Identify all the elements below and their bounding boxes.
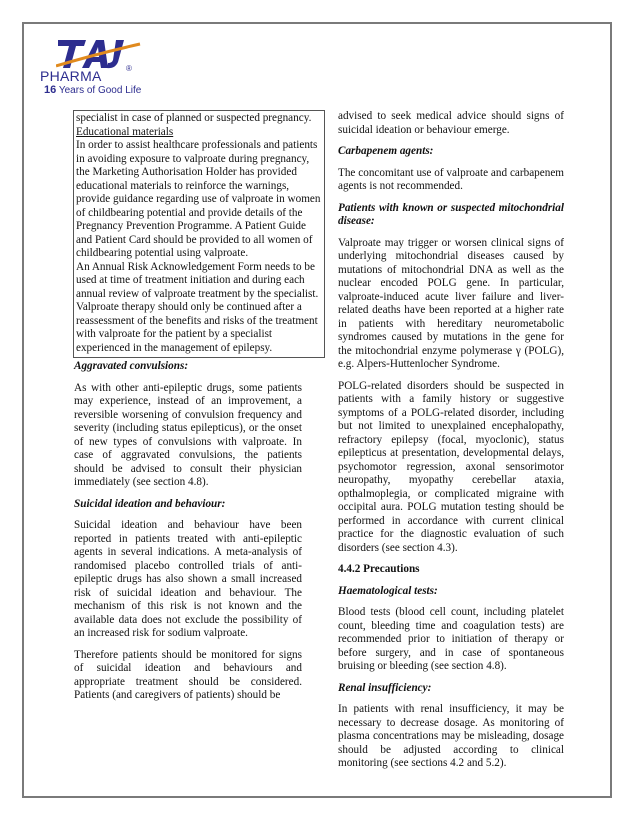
logo-tagline — [44, 84, 141, 96]
tagline-text: Years of Good Life — [58, 85, 142, 96]
paragraph-haematological-tests: Blood tests (blood cell count, including platelet count, bleeding time and coagulation tests) are recommended prior to initiation of therapy or before surgery, and in case of spontaneous bruising or bleeding (see section 4.8). — [338, 606, 564, 672]
paragraph-mitochondrial-1: Valproate may trigger or worsen clinical signs of underlying mitochondrial diseases caused by mutations of mitochondrial DNA as well as the nuclear encoded POLG gene. In particular, valproate-induced acute liver failure and liver-related deaths have been reported at a higher rate in patients with hereditary neurometabolic syndromes caused by mutations in the gene for the mitochondrial enzyme polymerase γ (POLG), e.g. Alpers-Huttenlocher Syndrome. — [338, 236, 564, 370]
heading-aggravated-convulsions: Aggravated convulsions: — [74, 360, 189, 372]
paragraph-renal-insufficiency: In patients with renal insufficiency, it may be necessary to decrease dosage. As monitoring of plasma concentrations may be misleading, dosage should be adjusted according to clinical monitoring (see sections 4.2 and 5.2). — [338, 703, 564, 769]
paragraph-continued: advised to seek medical advice should signs of suicidal ideation or behaviour emerge. — [338, 110, 564, 136]
box-paragraph: Valproate therapy should only be continued after a reassessment of the benefits and risks of the treatment with valproate for the patient by a specialist experienced in the management of epilepsy. — [76, 301, 318, 354]
heading-mitochondrial-disease: Patients with known or suspected mitochondrial disease: — [338, 201, 564, 227]
company-logo — [30, 34, 140, 98]
heading-renal-insufficiency: Renal insufficiency: — [338, 681, 432, 694]
heading-precautions: 4.4.2 Precautions — [338, 563, 420, 575]
right-column — [338, 110, 564, 779]
box-heading-educational: Educational materials — [76, 125, 174, 138]
box-paragraph: An Annual Risk Acknowledgement Form needs to be used at time of treatment initiation and during each annual review of valproate treatment by the specialist. — [76, 260, 319, 300]
box-paragraph: specialist in case of planned or suspected pregnancy. — [76, 112, 312, 124]
box-paragraph: In order to assist healthcare professionals and patients in avoiding exposure to valproate during pregnancy, the Marketing Authorisation Holder has provided educational materials to reinforce the warnings, provide guidance regarding use of valproate in women of childbearing potential and provide details of the Pregnancy Prevention Programme. A Patient Guide and Patient Card should be provided to all women of childbearing potential using valproate. — [76, 139, 321, 259]
paragraph-suicidal-ideation-2: Therefore patients should be monitored for signs of suicidal ideation and behaviours and appropriate treatment should be considered. Patients (and caregivers of patients) should be — [74, 648, 302, 701]
heading-carbapenem: Carbapenem agents: — [338, 145, 434, 157]
logo-pharma-text: PHARMA — [40, 68, 102, 84]
tagline-number: 16 — [44, 84, 57, 96]
heading-suicidal-ideation: Suicidal ideation and behaviour: — [74, 497, 226, 510]
paragraph-mitochondrial-2: POLG-related disorders should be suspected in patients with a family history or suggestive symptoms of a POLG-related disorder, including but not limited to unexplained encephalopathy, refractory epilepsy (focal, myoclonic), status epilepticus at presentation, developmental delays, psychomotor regression, axonal sensorimotor neuropathy, myopathy cerebellar ataxia, opthalmoplegia, or complicated migraine with occipital aura. POLG mutation testing should be performed in accordance with current clinical practice for the diagnostic evaluation of such disorders (see section 4.3). — [338, 379, 564, 554]
paragraph-aggravated-convulsions: As with other anti-epileptic drugs, some patients may experience, instead of an improvement, a reversible worsening of convulsion frequency and severity (including status epilepticus), or the onset of new types of convulsions with valproate. In case of aggravated convulsions, the patients should be advised to consult their physician immediately (see section 4.8). — [74, 381, 302, 488]
paragraph-suicidal-ideation-1: Suicidal ideation and behaviour have been reported in patients treated with anti-epileptic agents in several indications. A meta-analysis of randomised placebo controlled trials of anti-epileptic drugs has also shown a small increased risk of suicidal ideation and behaviour. The mechanism of this risk is not known and the available data does not exclude the possibility of an increased risk for sodium valproate. — [74, 519, 302, 639]
heading-haematological-tests: Haematological tests: — [338, 584, 438, 597]
paragraph-carbapenem: The concomitant use of valproate and carbapenem agents is not recommended. — [338, 166, 564, 192]
registered-mark: ® — [126, 64, 132, 73]
educational-materials-box — [73, 110, 325, 358]
left-column — [74, 110, 321, 711]
